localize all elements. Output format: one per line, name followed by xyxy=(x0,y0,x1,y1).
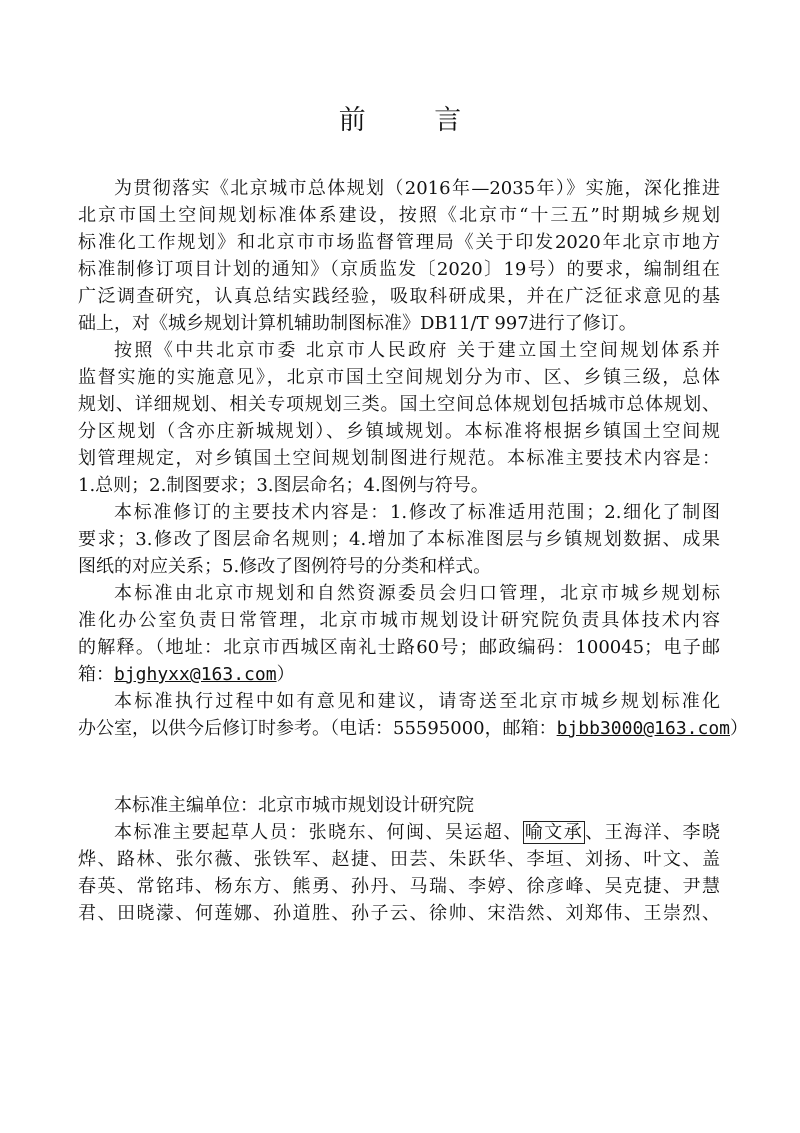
paragraph-2 xyxy=(78,337,720,499)
email-link[interactable]: bjghyxx@163.com xyxy=(114,664,277,685)
text-line: 1.总则；2.制图要求；3.图层命名；4.图例与符号。 xyxy=(78,475,489,496)
paragraph-3 xyxy=(78,499,720,580)
email-line-prefix: 箱： xyxy=(78,664,114,685)
page-title: 前 言 xyxy=(338,105,492,136)
contact-line-suffix: ） xyxy=(730,718,749,739)
text-line xyxy=(78,715,749,742)
text-line: 规划、详细规划、相关专项规划三类。国土空间总体规划包括城市总体规划、 xyxy=(78,394,720,415)
body-text xyxy=(78,175,749,927)
spacer xyxy=(78,742,720,792)
text-line xyxy=(78,661,720,688)
drafters-prefix: 本标准主要起草人员：张晓东、何闽、吴运超、 xyxy=(114,822,523,843)
text-line: 为贯彻落实《北京城市总体规划（2016年—2035年）》实施，深化推进 xyxy=(114,178,720,199)
text-line xyxy=(78,819,720,846)
text-line: 烨、路林、张尔薇、张铁军、赵捷、田芸、朱跃华、李垣、刘扬、叶文、盖 xyxy=(78,849,720,870)
paragraph-4 xyxy=(78,580,720,688)
editor-unit xyxy=(78,792,720,819)
text-line: 本标准主编单位：北京市城市规划设计研究院 xyxy=(114,795,474,816)
text-line: 本标准执行过程中如有意见和建议，请寄送至北京市城乡规划标准化 xyxy=(114,691,720,712)
contact-line-prefix: 办公室，以供今后修订时参考。（电话：55595000，邮箱： xyxy=(78,718,557,739)
text-line: 按照《中共北京市委 北京市人民政府 关于建立国土空间规划体系并 xyxy=(114,340,720,361)
text-line: 图纸的对应关系；5.修改了图例符号的分类和样式。 xyxy=(78,556,492,577)
paragraph-1 xyxy=(78,175,720,337)
text-line: 本标准由北京市规划和自然资源委员会归口管理，北京市城乡规划标 xyxy=(114,583,720,604)
text-line: 北京市国土空间规划标准体系建设，按照《北京市“十三五”时期城乡规划 xyxy=(78,205,720,226)
text-line: 准化办公室负责日常管理，北京市城市规划设计研究院负责具体技术内容 xyxy=(78,610,720,631)
text-line: 春英、常铭玮、杨东方、熊勇、孙丹、马瑞、李婷、徐彦峰、吴克捷、尹慧 xyxy=(78,876,720,897)
text-line: 要求；3.修改了图层命名规则；4.增加了本标准图层与乡镇规划数据、成果 xyxy=(78,529,720,550)
text-line: 的解释。（地址：北京市西城区南礼士路60号；邮政编码：100045；电子邮 xyxy=(78,637,720,658)
drafters-list xyxy=(78,819,720,927)
drafters-suffix: 、王海洋、李晓 xyxy=(585,822,721,843)
highlighted-name: 喻文承 xyxy=(524,822,584,843)
email-line-suffix: ） xyxy=(276,664,295,685)
text-line: 划管理规定，对乡镇国土空间规划制图进行规范。本标准主要技术内容是： xyxy=(78,448,720,469)
paragraph-5 xyxy=(78,688,749,742)
text-line: 分区规划（含亦庄新城规划）、乡镇域规划。本标准将根据乡镇国土空间规 xyxy=(78,421,720,442)
text-line: 君、田晓濛、何莲娜、孙道胜、孙子云、徐帅、宋浩然、刘郑伟、王崇烈、 xyxy=(78,903,720,924)
text-line: 本标准修订的主要技术内容是：1.修改了标准适用范围；2.细化了制图 xyxy=(114,502,720,523)
email-link[interactable]: bjbb3000@163.com xyxy=(556,718,731,739)
text-line: 标准制修订项目计划的通知》（京质监发〔2020〕19号）的要求，编制组在 xyxy=(78,259,720,280)
text-line: 标准化工作规划》和北京市市场监督管理局《关于印发2020年北京市地方 xyxy=(78,232,720,253)
text-line: 础上，对《城乡规划计算机辅助制图标准》DB11/T 997进行了修订。 xyxy=(78,313,637,334)
text-line: 监督实施的实施意见》，北京市国土空间规划分为市、区、乡镇三级，总体 xyxy=(78,367,720,388)
text-line: 广泛调查研究，认真总结实践经验，吸取科研成果，并在广泛征求意见的基 xyxy=(78,286,720,307)
